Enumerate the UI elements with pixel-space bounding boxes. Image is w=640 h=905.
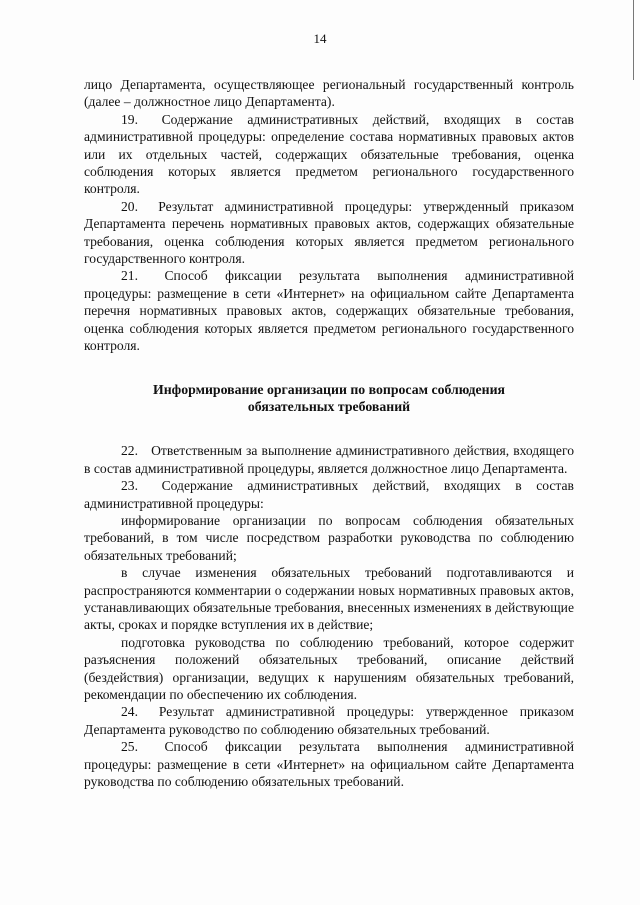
- paragraph-19: [84, 111, 574, 198]
- paragraph-text: Ответственным за выполнение административного действия, входящего в состав административной процедуры, является должностное лицо Департамента.: [84, 443, 574, 476]
- paragraph-20: [84, 198, 574, 268]
- paragraph-number: 24.: [121, 704, 138, 720]
- paragraph-number: 21.: [121, 268, 138, 284]
- paragraph-text: в случае изменения обязательных требований подготавливаются и распространяются комментарии о содержании новых нормативных правовых актов, устанавливающих обязательные требования, внесенных изменениях в действующие акты, сроках и порядке вступления их в действие;: [84, 565, 574, 633]
- paragraph-number: 25.: [121, 739, 138, 755]
- section-heading-line-1: Информирование организации по вопросам соблюдения: [152, 381, 505, 397]
- paragraph-text: лицо Департамента, осуществляющее региональный государственный контроль (далее – должностное лицо Департамента).: [84, 77, 574, 110]
- paragraph-text: подготовка руководства по соблюдению требований, которое содержит разъяснения положений обязательных требований, описание действий (бездействия) организации, ведущих к нарушениям обязательных требований, рекомендации по обеспечению их соблюдения.: [84, 634, 574, 702]
- paragraph-25: [84, 738, 574, 790]
- section-heading: [84, 381, 574, 416]
- paragraph-text: информирование организации по вопросам соблюдения обязательных требований, в том числе посредством разработки руководства по соблюдению обязательных требований;: [84, 512, 574, 563]
- section-heading-line-2: обязательных требований: [247, 398, 411, 414]
- paragraph-24: [84, 703, 574, 738]
- paragraph-number: 19.: [121, 111, 138, 127]
- paragraph-number: 23.: [121, 478, 138, 494]
- paragraph-23: [84, 477, 574, 512]
- paragraph-text: Содержание административных действий, входящих в состав административной процедуры:: [84, 478, 574, 511]
- document-body: [84, 76, 574, 790]
- paragraph-23-item-3: [84, 634, 574, 704]
- paragraph-text: Способ фиксации результата выполнения административной процедуры: размещение в сети «Интернет» на официальном сайте Департамента руководства по соблюдению обязательных требований.: [84, 739, 574, 790]
- paragraph-continued: [84, 76, 574, 111]
- paragraph-number: 20.: [121, 198, 138, 214]
- page-number: 14: [313, 31, 327, 46]
- paragraph-text: Содержание административных действий, входящих в состав административной процедуры: определение состава нормативных правовых актов или их отдельных частей, содержащих обязательные требования, оценка соблюдения которых является предметом регионального государственного контроля.: [84, 111, 574, 197]
- paragraph-text: Способ фиксации результата выполнения административной процедуры: размещение в сети «Интернет» на официальном сайте Департамента перечня нормативных правовых актов, содержащих обязательные требования, оценка соблюдения которых является предметом регионального государственного контроля.: [84, 268, 574, 354]
- paragraph-22: [84, 442, 574, 477]
- paragraph-number: 22.: [121, 443, 138, 459]
- paragraph-23-item-2: [84, 564, 574, 634]
- paragraph-21: [84, 267, 574, 354]
- paragraph-text: Результат административной процедуры: утвержденное приказом Департамента руководство по соблюдению обязательных требований.: [84, 704, 574, 737]
- paragraph-23-item-1: [84, 512, 574, 564]
- paragraph-text: Результат административной процедуры: утвержденный приказом Департамента перечень нормативных правовых актов, содержащих обязательные требования, оценка соблюдения которых является предметом регионального государственного контроля.: [84, 198, 574, 267]
